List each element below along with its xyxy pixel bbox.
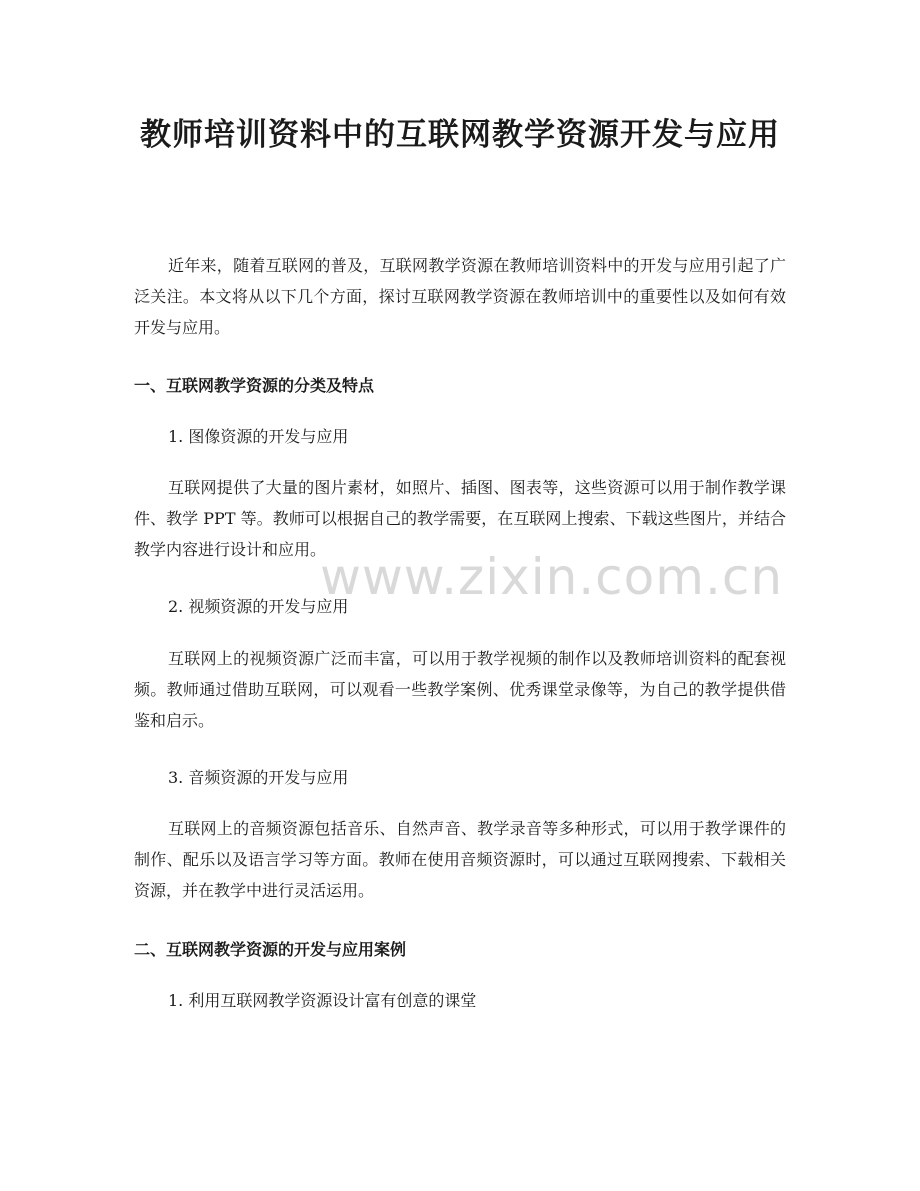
subsection-1-3-heading: 3. 音频资源的开发与应用 <box>168 768 349 787</box>
subsection-1-3-body: 互联网上的音频资源包括音乐、自然声音、教学录音等多种形式，可以用于教学课件的制作、配乐以及语言学习等方面。教师在使用音频资源时，可以通过互联网搜索、下载相关资源，并在教学中进行灵活运用。 <box>134 819 786 900</box>
subsection-1-1-body: 互联网提供了大量的图片素材，如照片、插图、图表等，这些资源可以用于制作教学课件、教学 PPT 等。教师可以根据自己的教学需要，在互联网上搜索、下载这些图片，并结合教学内容进行设计和应用。 <box>134 478 786 559</box>
subsection-2-1-heading: 1. 利用互联网教学资源设计富有创意的课堂 <box>168 991 477 1010</box>
intro-paragraph: 近年来，随着互联网的普及，互联网教学资源在教师培训资料中的开发与应用引起了广泛关注。本文将从以下几个方面，探讨互联网教学资源在教师培训中的重要性以及如何有效开发与应用。 <box>134 256 786 337</box>
watermark-text: www.zixin.com.cn <box>320 548 784 606</box>
subsection-1-2-body: 互联网上的视频资源广泛而丰富，可以用于教学视频的制作以及教师培训资料的配套视频。教师通过借助互联网，可以观看一些教学案例、优秀课堂录像等，为自己的教学提供借鉴和启示。 <box>134 649 786 730</box>
page-title: 教师培训资料中的互联网教学资源开发与应用 <box>140 117 780 153</box>
section-1-heading: 一、互联网教学资源的分类及特点 <box>134 376 375 395</box>
subsection-1-1-heading: 1. 图像资源的开发与应用 <box>168 427 349 446</box>
subsection-1-2-heading: 2. 视频资源的开发与应用 <box>168 597 349 616</box>
section-2-heading: 二、互联网教学资源的开发与应用案例 <box>134 940 407 959</box>
